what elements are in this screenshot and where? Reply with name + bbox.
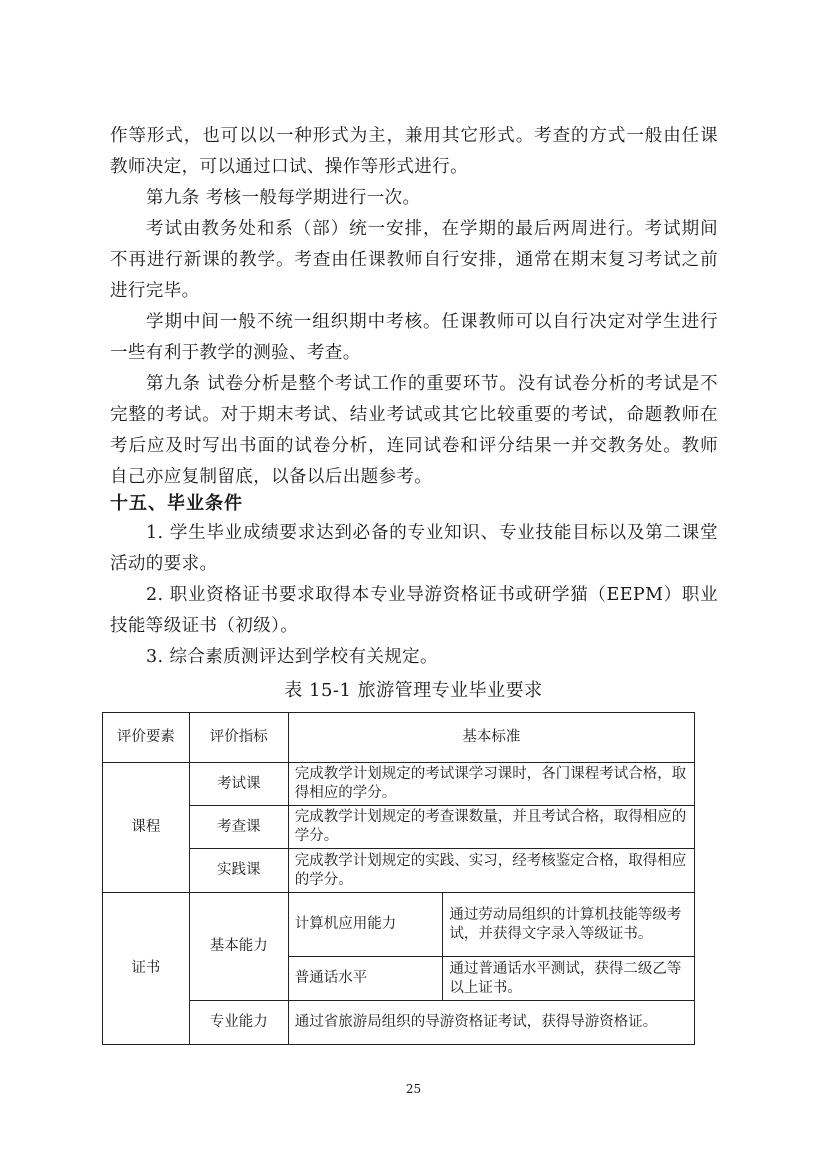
table-caption: 表 15-1 旅游管理专业毕业要求 [284, 680, 543, 701]
indicator-practice-course: 实践课 [189, 849, 288, 893]
standard-exam-course: 完成教学计划规定的考试课学习课时，各门课程考试合格，取得相应的学分。 [288, 763, 694, 806]
table-row [103, 1001, 695, 1045]
item-mandarin-level: 普通话水平 [288, 957, 443, 1001]
indicator-check-course: 考查课 [189, 806, 288, 849]
header-standard: 基本标准 [288, 713, 694, 763]
paragraph-midterm: 学期中间一般不统一组织期中考核。任课教师可以自行决定对学生进行一些有利于教学的测验、考查。 [110, 312, 718, 363]
section-heading: 十五、毕业条件 [110, 493, 243, 514]
table-row [103, 806, 695, 849]
table-row [103, 893, 695, 957]
table-row [103, 763, 695, 806]
paragraph-exam-arrangement: 考试由教务处和系（部）统一安排，在学期的最后两周进行。考试期间不再进行新课的教学。考查由任课教师自行安排，通常在期末复习考试之前进行完毕。 [110, 219, 718, 301]
graduation-requirements-table [102, 712, 695, 1045]
course-label: 课程 [103, 763, 190, 893]
item-computer-ability: 计算机应用能力 [288, 893, 443, 957]
certificate-label: 证书 [103, 893, 190, 1045]
standard-mandarin-level: 通过普通话水平测试，获得二级乙等以上证书。 [443, 957, 695, 1001]
professional-ability-label: 专业能力 [189, 1001, 288, 1045]
table-header-row [103, 713, 695, 763]
standard-computer-ability: 通过劳动局组织的计算机技能等级考试，并获得文字录入等级证书。 [443, 893, 695, 957]
paragraph-exam-forms: 作等形式，也可以以一种形式为主，兼用其它形式。考查的方式一般由任课教师决定，可以通过口试、操作等形式进行。 [110, 126, 718, 177]
basic-ability-label: 基本能力 [189, 893, 288, 1001]
header-indicator: 评价指标 [189, 713, 288, 763]
indicator-exam-course: 考试课 [189, 763, 288, 806]
requirement-item-2: 2. 职业资格证书要求取得本专业导游资格证书或研学猫（EEPM）职业技能等级证书（初级）。 [110, 585, 718, 636]
standard-practice-course: 完成教学计划规定的实践、实习，经考核鉴定合格，取得相应的学分。 [288, 849, 694, 893]
standard-professional-ability: 通过省旅游局组织的导游资格证考试，获得导游资格证。 [288, 1001, 694, 1045]
requirement-item-3: 3. 综合素质测评达到学校有关规定。 [146, 647, 438, 667]
page-number: 25 [405, 1082, 422, 1096]
paragraph-paper-analysis: 第九条 试卷分析是整个考试工作的重要环节。没有试卷分析的考试是不完整的考试。对于期末考试、结业考试或其它比较重要的考试，命题教师在考后应及时写出书面的试卷分析，连同试卷和评分结果一并交教务处。教师自己亦应复制留底，以备以后出题参考。 [110, 374, 718, 487]
requirement-item-1: 1. 学生毕业成绩要求达到必备的专业知识、专业技能目标以及第二课堂活动的要求。 [110, 523, 718, 574]
paragraph-article-nine-frequency: 第九条 考核一般每学期进行一次。 [146, 188, 421, 208]
standard-check-course: 完成教学计划规定的考查课数量，并且考试合格，取得相应的学分。 [288, 806, 694, 849]
header-element: 评价要素 [103, 713, 190, 763]
table-row [103, 849, 695, 893]
